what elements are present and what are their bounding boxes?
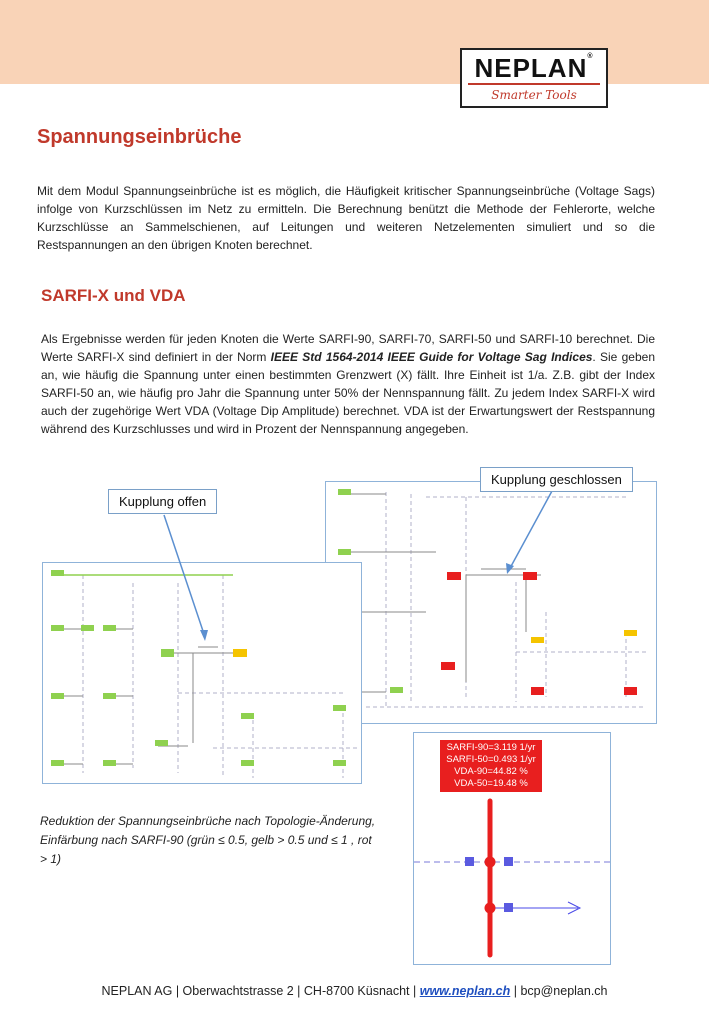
result-vda-90: VDA-90=44.82 % [454, 766, 528, 777]
results-box [440, 740, 542, 792]
result-vda-50: VDA-50=19.48 % [454, 778, 528, 789]
footer-address: NEPLAN AG | Oberwachtstrasse 2 | CH-8700 Küsnacht | [101, 984, 420, 998]
section-text-a: Als Ergebnisse werden für jeden Knoten die Werte SARFI-90, SARFI-70, SARFI-50 und SARFI-10 berechnet. Die Werte SARFI-X sind definiert in der Norm [41, 332, 655, 364]
diagram-open [42, 562, 362, 784]
website-link[interactable]: www.neplan.ch [419, 984, 511, 998]
ieee-standard: IEEE Std 1564-2014 IEEE Guide for Voltage Sag Indices [270, 350, 593, 364]
footer-email: | bcp@neplan.ch [510, 984, 608, 998]
zoom-detail [413, 732, 611, 965]
figure-caption: Reduktion der Spannungseinbrüche nach Topologie-Änderung, Einfärbung nach SARFI-90 (grün ≤ 0.5, gelb > 0.5 und ≤ 1 , rot > 1) [40, 814, 376, 866]
neplan-logo [460, 48, 608, 108]
network-closed [326, 482, 656, 723]
logo-divider [468, 83, 600, 85]
section-paragraph [41, 330, 655, 438]
bus-markers-closed [338, 489, 637, 695]
page-title: Spannungseinbrüche [37, 126, 242, 148]
logo-reg: ® [587, 53, 594, 60]
network-open [43, 563, 361, 783]
section-title: SARFI-X und VDA [41, 286, 186, 305]
logo-tagline: Smarter Tools [491, 88, 577, 102]
result-sarfi-90: SARFI-90=3.119 1/yr [446, 742, 536, 753]
result-sarfi-50: SARFI-50=0.493 1/yr [446, 754, 536, 765]
intro-paragraph: Mit dem Modul Spannungseinbrüche ist es möglich, die Häufigkeit kritischer Spannungseinbrüche (Voltage Sags) infolge von Kurzschlüssen im Netz zu ermitteln. Die Berechnung benützt die Methode der Fehlerorte, welche Kurzschlüsse an Sammelschienen, auf Leitungen und weiteren Netzelementen simuliert und so die Restspannungen an den übrigen Knoten berechnet. [37, 184, 655, 252]
callout-kupplung-geschlossen: Kupplung geschlossen [480, 467, 633, 492]
footer [0, 984, 709, 998]
logo-name: NEPLAN [474, 53, 588, 83]
callout-kupplung-offen: Kupplung offen [108, 489, 217, 514]
bus-markers-open [51, 570, 346, 766]
diagram-closed [325, 481, 657, 724]
section-text-b: . Sie geben an, wie häufig die Spannung unter einen bestimmten Grenzwert (X) fällt. Ihre Einheit ist 1/a. Z.B. gibt der Index SARFI-50 an, wie häufig pro Jahr die Spannung unter 50% der Nennspannung fällt. Zu jedem Index SARFI-X wird auch der zugehörige Wert VDA (Voltage Dip Amplitude) berechnet. VDA ist der Erwartungswert der Restspannung während des Kurzschlusses und wird in Prozent der Nennspannung angegeben. [41, 350, 655, 436]
